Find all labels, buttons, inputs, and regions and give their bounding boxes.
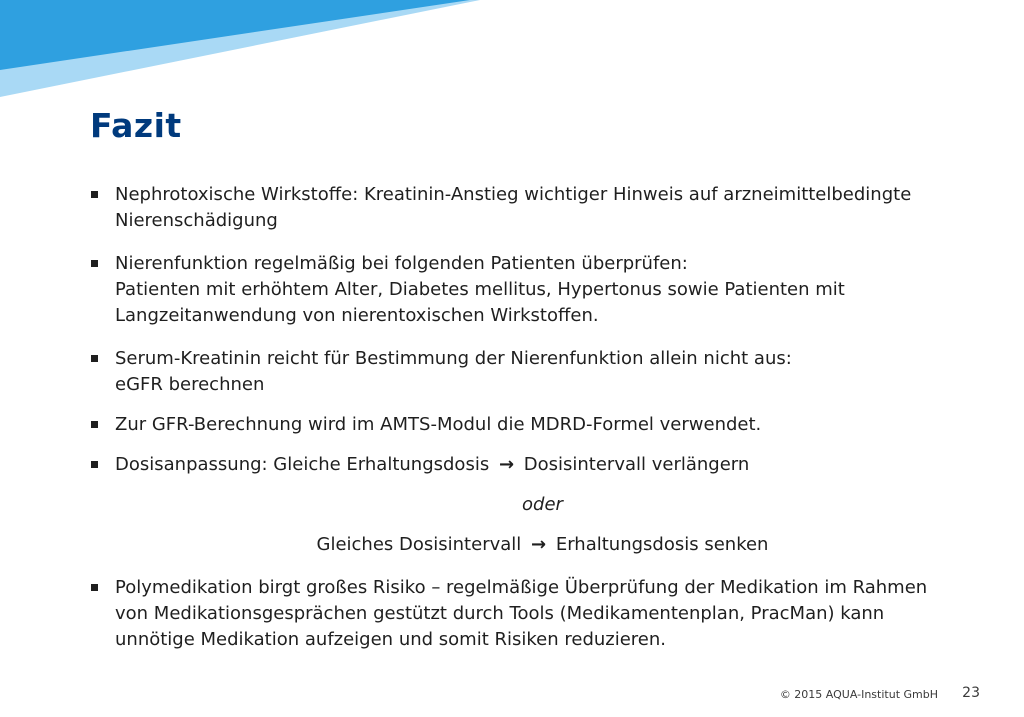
dosage-text: Dosisanpassung: Gleiche Erhaltungsdosis xyxy=(115,454,490,475)
bullet-item xyxy=(90,251,970,329)
bullet-line: unnötige Medikation aufzeigen und somit Risiken reduzieren. xyxy=(115,629,667,650)
oder-text: oder xyxy=(522,494,563,515)
bullet-item xyxy=(90,452,970,478)
bullet-line: Serum-Kreatinin reicht für Bestimmung der Nierenfunktion allein nicht aus: xyxy=(115,348,792,369)
bullet-line: Nierenfunktion regelmäßig bei folgenden Patienten überprüfen: xyxy=(115,253,688,274)
bullet-line: eGFR berechnen xyxy=(115,374,265,395)
arrow-right-icon: → xyxy=(498,454,515,475)
bullet-line: Nephrotoxische Wirkstoffe: Kreatinin-Anstieg wichtiger Hinweis auf arzneimittelbedingte xyxy=(115,184,912,205)
arrow-right-icon: → xyxy=(531,534,547,555)
bullet-line: Patienten mit erhöhtem Alter, Diabetes mellitus, Hypertonus sowie Patienten mit xyxy=(115,279,845,300)
dosage-result: Dosisintervall verlängern xyxy=(523,454,750,475)
bullet-item xyxy=(90,575,970,653)
alternative-line xyxy=(90,532,970,558)
page-number: 23 xyxy=(962,685,980,701)
bullet-line: Polymedikation birgt großes Risiko – regelmäßige Überprüfung der Medikation im Rahmen xyxy=(115,577,928,598)
alternative-text: Gleiches Dosisintervall xyxy=(316,534,522,555)
bullet-line: Nierenschädigung xyxy=(115,210,278,231)
bullet-line: Langzeitanwendung von nierentoxischen Wirkstoffen. xyxy=(115,305,599,326)
bullet-line: von Medikationsgesprächen gestützt durch Tools (Medikamentenplan, PracMan) kann xyxy=(115,603,885,624)
copyright-footer: © 2015 AQUA-Institut GmbH xyxy=(779,688,938,701)
bullet-item xyxy=(90,412,970,438)
header-decoration xyxy=(0,0,500,100)
slide-title: Fazit xyxy=(90,106,182,145)
bullet-item xyxy=(90,182,970,234)
bullet-list xyxy=(90,182,970,653)
bullet-line: Zur GFR-Berechnung wird im AMTS-Modul die MDRD-Formel verwendet. xyxy=(115,414,762,435)
decoration-dark-band xyxy=(0,0,470,70)
alternative-result: Erhaltungsdosis senken xyxy=(555,534,769,555)
bullet-item xyxy=(90,346,970,398)
